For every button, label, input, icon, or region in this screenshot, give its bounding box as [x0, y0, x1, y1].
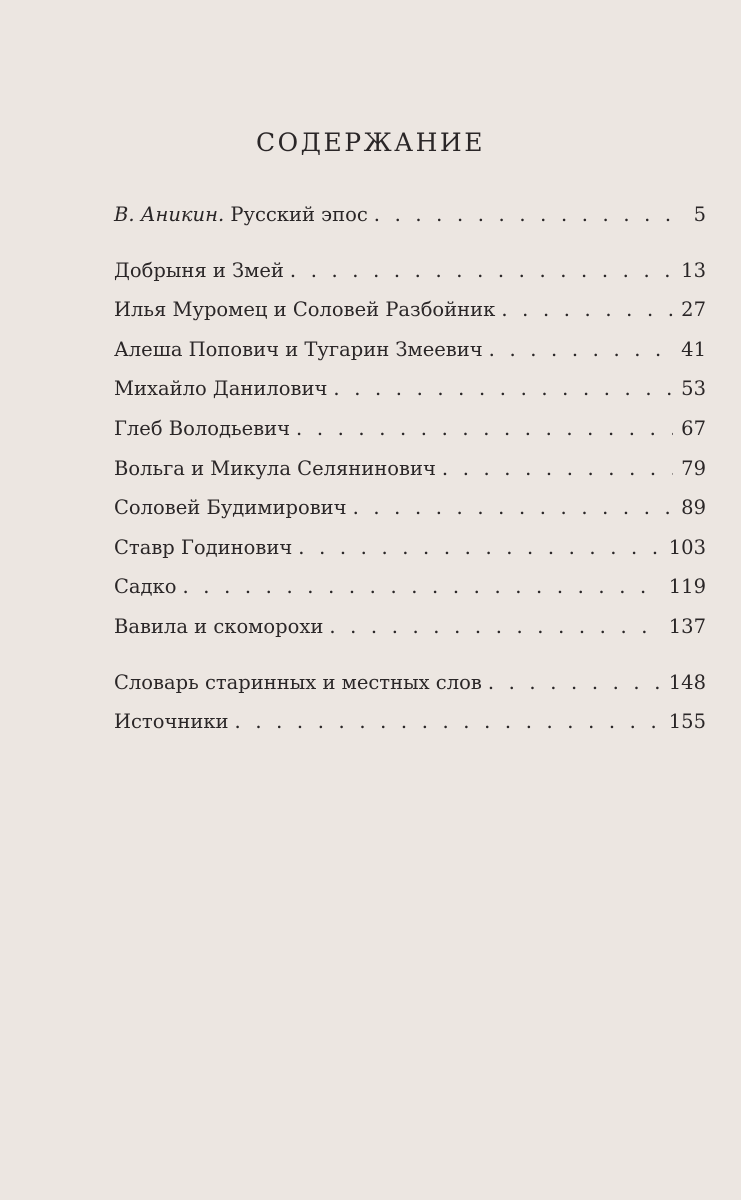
toc-entry-page: 79 — [681, 456, 706, 480]
toc-entry-page: 103 — [668, 535, 706, 559]
toc-entry-title: Соловей Будимирович — [114, 496, 347, 520]
toc-entry[interactable] — [114, 457, 706, 497]
toc-entry-page: 119 — [668, 575, 706, 599]
toc-entry-title: Алеша Попович и Тугарин Змеевич — [114, 337, 483, 361]
dot-leader — [296, 417, 673, 440]
dot-leader — [182, 575, 660, 598]
toc-entry-page: 27 — [681, 298, 706, 322]
toc-entry-title: Вавила и скоморохи — [114, 614, 324, 638]
toc-entry[interactable] — [114, 575, 706, 615]
toc-entry-page: 67 — [681, 416, 706, 440]
dot-leader — [333, 377, 673, 400]
toc-entry[interactable] — [114, 671, 706, 711]
toc-entry-page: 5 — [693, 203, 706, 226]
dot-leader — [488, 671, 661, 694]
toc-entry[interactable] — [114, 710, 706, 750]
toc-entry[interactable] — [114, 417, 706, 457]
toc-entry-title: Илья Муромец и Соловей Разбойник — [114, 298, 496, 322]
toc-entry-page: 13 — [681, 258, 706, 282]
toc-entry-title: Вольга и Микула Селянинович — [114, 456, 436, 480]
toc-entry-title: Ставр Годинович — [114, 535, 293, 559]
toc-entry[interactable] — [114, 298, 706, 338]
toc-entry-page: 53 — [681, 377, 706, 401]
toc-entry-title: Садко — [114, 575, 177, 599]
toc-entry-page: 155 — [668, 710, 706, 734]
toc-entry-title: Источники — [114, 710, 229, 734]
toc-entry[interactable] — [114, 496, 706, 536]
toc-entry-title: Глеб Володьевич — [114, 416, 291, 440]
page-title: СОДЕРЖАНИЕ — [256, 128, 485, 157]
toc-entry-title: Михайло Данилович — [114, 377, 328, 401]
toc-entry[interactable] — [114, 615, 706, 655]
dot-leader — [290, 259, 673, 282]
toc-entry[interactable] — [114, 377, 706, 417]
toc-entry-author: В. Аникин. — [114, 203, 225, 226]
dot-leader — [235, 710, 661, 733]
toc-entry-page: 41 — [681, 337, 706, 361]
toc-entry-title: Словарь старинных и местных слов — [114, 670, 482, 694]
dot-leader — [442, 457, 673, 480]
toc-entry-page: 137 — [668, 614, 706, 638]
toc-entry-intro[interactable] — [114, 203, 706, 243]
toc-entry-title: В. Аникин. Русский эпос — [114, 203, 368, 226]
toc-entry[interactable] — [114, 338, 706, 378]
toc-entry-title: Добрыня и Змей — [114, 258, 284, 282]
toc-entry[interactable] — [114, 536, 706, 576]
dot-leader — [374, 203, 684, 226]
dot-leader — [329, 615, 660, 638]
dot-leader — [298, 536, 661, 559]
toc-entry-page: 148 — [668, 670, 706, 694]
dot-leader — [501, 298, 673, 321]
dot-leader — [489, 338, 674, 361]
toc-entry-page: 89 — [681, 496, 706, 520]
toc-entry[interactable] — [114, 259, 706, 299]
table-of-contents — [114, 203, 706, 750]
dot-leader — [353, 496, 674, 519]
show-through-texture — [80, 80, 721, 102]
